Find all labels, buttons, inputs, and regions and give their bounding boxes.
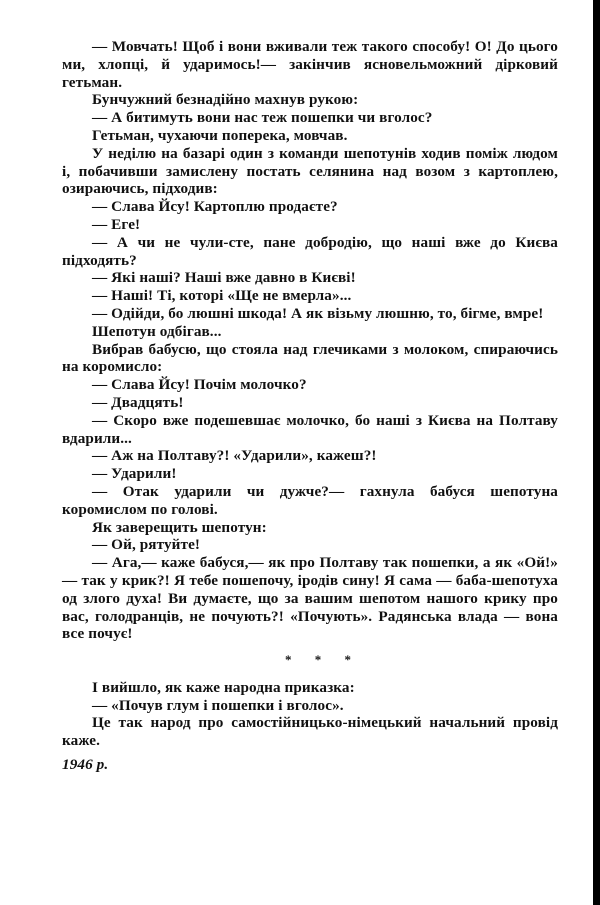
paragraph: — Скоро вже подешевшає молочко, бо наші з Києва на Полтаву вдарили... — [62, 411, 558, 447]
paragraph: Шепотун одбігав... — [92, 322, 222, 340]
paragraph: — Одійди, бо люшні шкода! А як візьму люшню, то, бігме, вмре! — [92, 304, 544, 322]
closing-paragraphs — [62, 679, 558, 750]
paragraph: Вибрав бабусю, що стояла над глечиками з молоком, спираючись на коромисло: — [62, 340, 558, 376]
paragraph: — Слава Йсу! Картоплю продаєте? — [92, 198, 338, 216]
date-line: 1946 р. — [62, 756, 109, 774]
paragraph: — Ой, рятуйте! — [92, 536, 201, 554]
paragraph: Бунчужний безнадійно махнув рукою: — [92, 91, 359, 109]
paragraph: — Наші! Ті, которі «Ще не вмерла»... — [92, 287, 352, 305]
paragraph: — Ударили! — [92, 465, 177, 483]
paragraph: І вийшло, як каже народна приказка: — [92, 678, 355, 696]
paragraph: — А битимуть вони нас теж пошепки чи вголос? — [92, 109, 433, 127]
paragraph: Це так народ про самостійницько-німецький начальний провід каже. — [62, 714, 558, 750]
paragraph: — А чи не чули-сте, пане добродію, що наші вже до Києва підходять? — [62, 233, 558, 269]
paragraph: Гетьман, чухаючи поперека, мовчав. — [92, 126, 348, 144]
paragraph: Як заверещить шепотун: — [92, 518, 267, 536]
paragraph: У неділю на базарі один з команди шепотунів ходив поміж людом і, побачивши замислену постать селянина над возом з картоплею, озираючись, підходив: — [62, 144, 558, 198]
body-paragraphs — [62, 38, 558, 643]
paragraph: — Які наші? Наші вже давно в Києві! — [92, 269, 356, 287]
section-separator: * * * — [285, 652, 361, 668]
page-edge-shadow — [593, 0, 600, 905]
paragraph: — Мовчать! Щоб і вони вживали теж такого способу! О! До цього ми, хлопці, й ударимось!— закінчив ясновельможний дірковий гетьман. — [62, 38, 558, 91]
paragraph: — Отак ударили чи дужче?— гахнула бабуся шепотуна коромислом по голові. — [62, 482, 558, 518]
paragraph: — Двадцять! — [92, 393, 184, 411]
paragraph: — Ага,— каже бабуся,— як про Полтаву так пошепки, а як «Ой!» — так у крик?! Я тебе пошепочу, іродів сину! Я сама — баба-шепотуха од злого духа! Ви думаєте, що за вашим шепотом нашого крику про вас, голодранців, не почують?! «Почують». Радянська влада — вона все почує! — [62, 554, 558, 643]
paragraph: — Аж на Полтаву?! «Ударили», кажеш?! — [92, 447, 377, 465]
paragraph: — Еге! — [92, 215, 141, 233]
paragraph: — Слава Йсу! Почім молочко? — [92, 376, 307, 394]
page-text — [62, 38, 558, 774]
paragraph: — «Почув глум і пошепки і вголос». — [92, 696, 344, 714]
